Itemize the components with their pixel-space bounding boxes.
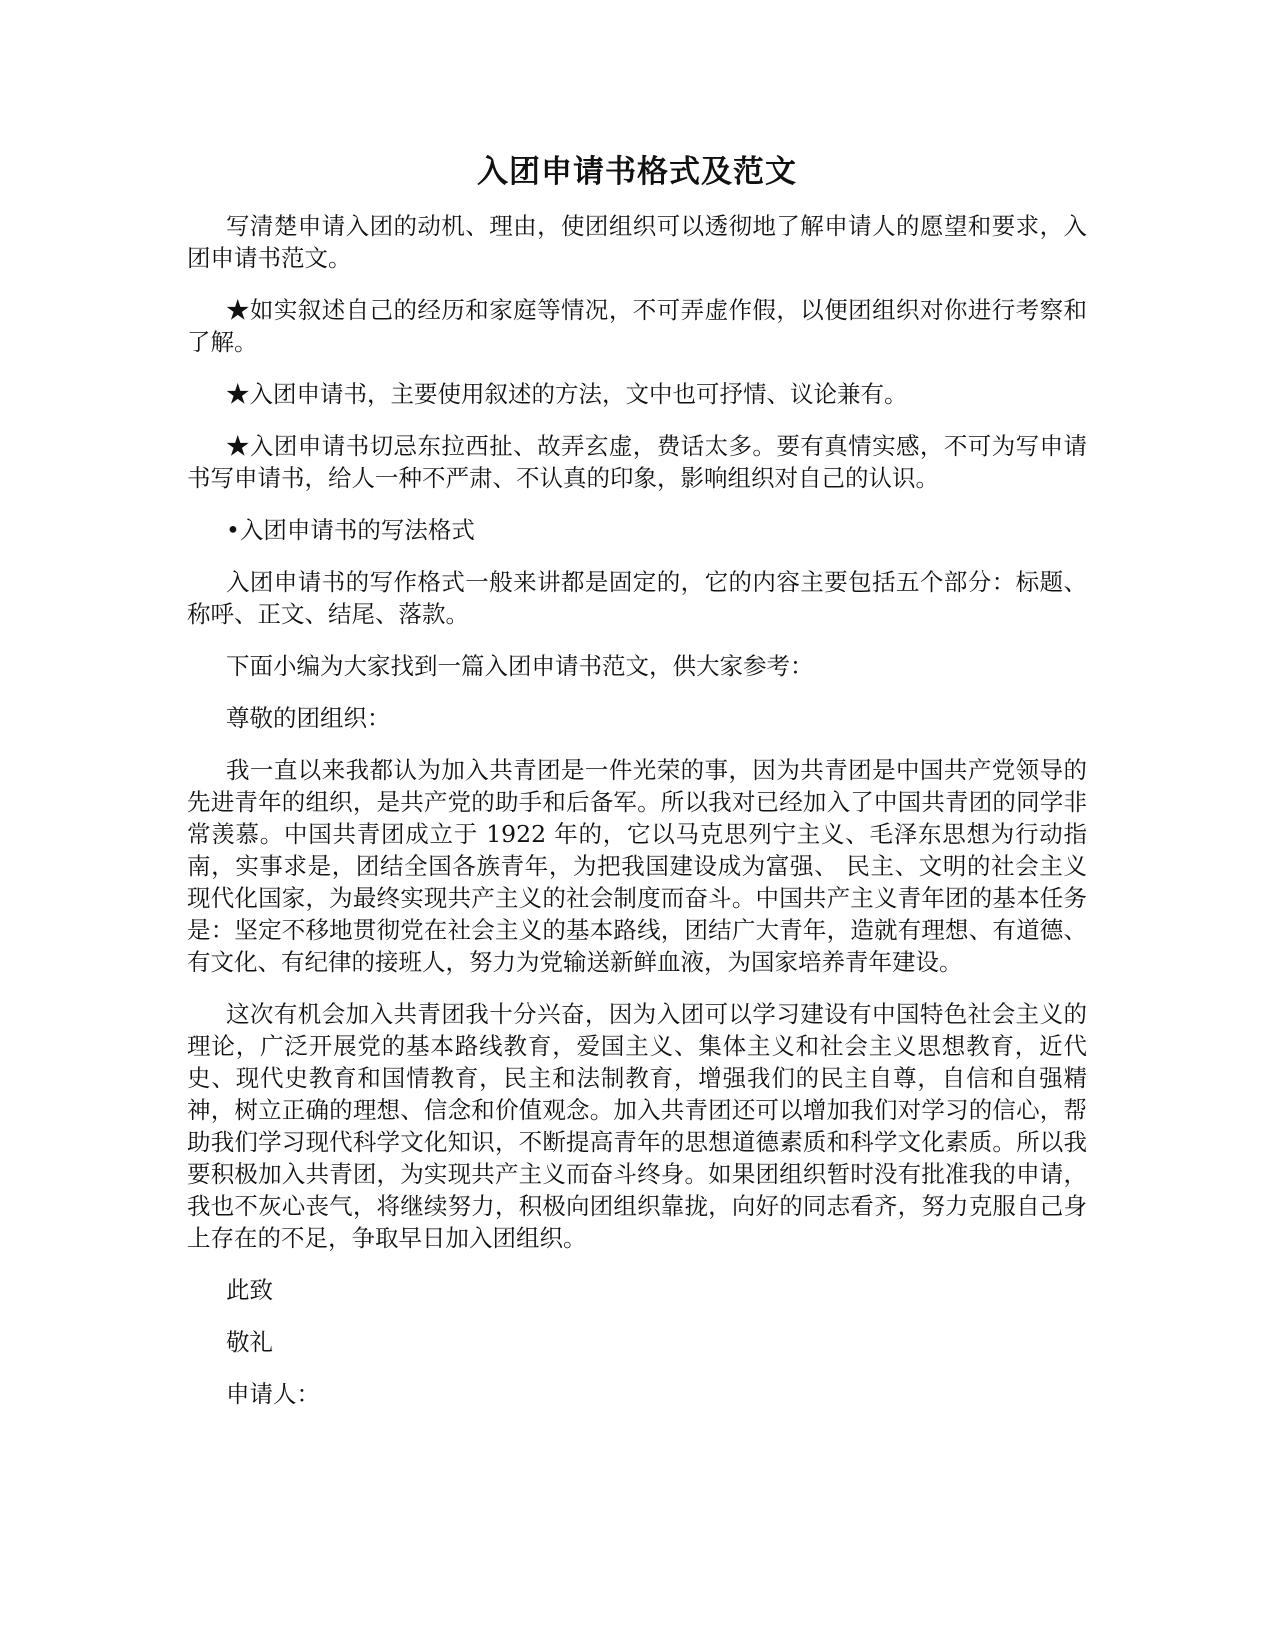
letter-closing-2: 敬礼: [226, 1328, 273, 1356]
document-body: [187, 150, 1087, 1430]
paragraph-intro: 写清楚申请入团的动机、理由，使团组织可以透彻地了解申请人的愿望和要求，入团申请书范文。: [187, 212, 1087, 272]
letter-closing-1: 此致: [226, 1276, 273, 1304]
section-heading-format: •入团申请书的写法格式: [226, 516, 475, 544]
paragraph-tip-3: ★入团申请书切忌东拉西扯、故弄玄虚，费话太多。要有真情实感，不可为写申请书写申请书，给人一种不严肃、不认真的印象，影响组织对自己的认识。: [187, 432, 1087, 492]
letter-salutation: 尊敬的团组织：: [226, 704, 391, 732]
letter-body-1: 我一直以来我都认为加入共青团是一件光荣的事，因为共青团是中国共产党领导的先进青年的组织，是共产党的助手和后备军。所以我对已经加入了中国共青团的同学非常羡慕。中国共青团成立于 1922 年的，它以马克思列宁主义、毛泽东思想为行动指南，实事求是，团结全国各族青年，为把我国建设成为富强、 民主、文明的社会主义现代化国家，为最终实现共产主义的社会制度而奋斗。中国共产主义青年团的基本任务是：坚定不移地贯彻党在社会主义的基本路线，团结广大青年，造就有理想、有道德、有文化、有纪律的接班人，努力为党输送新鲜血液，为国家培养青年建设。: [187, 756, 1087, 976]
document-title: 入团申请书格式及范文: [477, 154, 797, 190]
paragraph-format-description: 入团申请书的写作格式一般来讲都是固定的，它的内容主要包括五个部分：标题、称呼、正文、结尾、落款。: [187, 568, 1087, 628]
paragraph-sample-intro: 下面小编为大家找到一篇入团申请书范文，供大家参考：: [226, 652, 814, 680]
paragraph-tip-2: ★入团申请书，主要使用叙述的方法，文中也可抒情、议论兼有。: [226, 380, 908, 408]
letter-signature-label: 申请人：: [226, 1380, 320, 1408]
letter-body-2: 这次有机会加入共青团我十分兴奋，因为入团可以学习建设有中国特色社会主义的理论，广泛开展党的基本路线教育，爱国主义、集体主义和社会主义思想教育，近代史、现代史教育和国情教育，民主和法制教育，增强我们的民主自尊，自信和自强精神，树立正确的理想、信念和价值观念。加入共青团还可以增加我们对学习的信心，帮助我们学习现代科学文化知识，不断提高青年的思想道德素质和科学文化素质。所以我要积极加入共青团，为实现共产主义而奋斗终身。如果团组织暂时没有批准我的申请，我也不灰心丧气，将继续努力，积极向团组织靠拢，向好的同志看齐，努力克服自己身上存在的不足，争取早日加入团组织。: [187, 1000, 1087, 1252]
paragraph-tip-1: ★如实叙述自己的经历和家庭等情况，不可弄虚作假，以便团组织对你进行考察和了解。: [187, 296, 1087, 356]
